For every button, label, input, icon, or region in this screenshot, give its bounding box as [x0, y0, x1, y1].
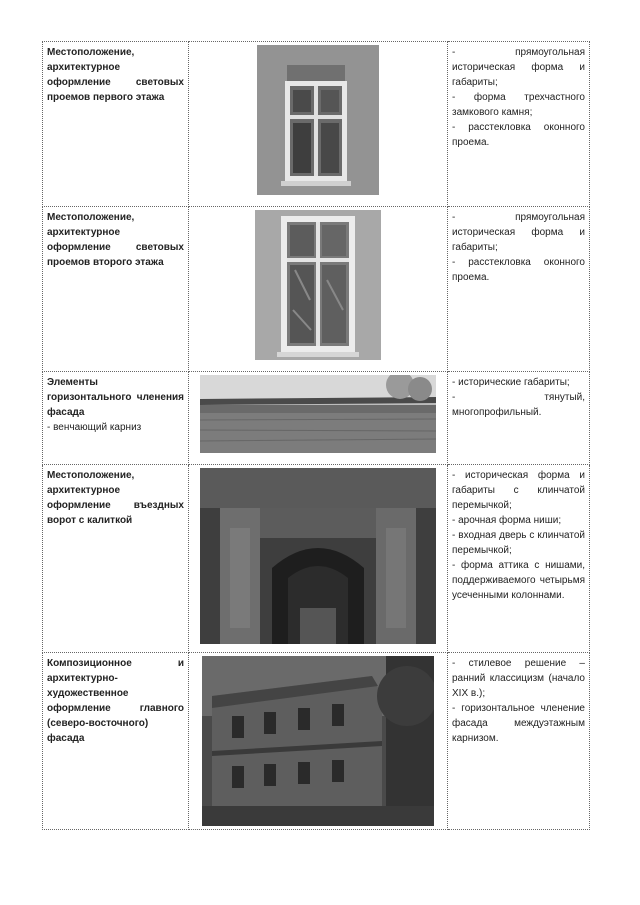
element-description [448, 372, 590, 465]
element-description [448, 207, 590, 372]
element-name-title: Элементы горизонтального членения фасада [47, 377, 184, 418]
photo-cell [189, 465, 448, 653]
heritage-elements-table [42, 41, 590, 830]
description-line: - входная дверь с клинчатой перемычкой; [452, 530, 585, 556]
photo-cell [189, 372, 448, 465]
description-line: - прямоугольная историческая форма и габариты; [452, 212, 585, 253]
description-line: - форма трехчастного замкового камня; [452, 92, 585, 118]
table-row [43, 653, 590, 830]
second-floor-window-photo [255, 210, 381, 360]
description-line: - стилевое решение – ранний классицизм (начало XIX в.); [452, 658, 585, 699]
entrance-gate-photo [200, 468, 436, 644]
description-line: - тянутый, многопрофильный. [452, 392, 585, 418]
description-line: - форма аттика с нишами, поддерживаемого четырьмя усеченными колоннами. [452, 560, 585, 601]
element-name: Местоположение, архитектурное оформление световых проемов второго этажа [43, 207, 189, 372]
element-description [448, 42, 590, 207]
description-line: - прямоугольная историческая форма и габариты; [452, 47, 585, 88]
description-line: - расстекловка оконного проема. [452, 257, 585, 283]
crowning-cornice-photo [200, 375, 436, 453]
table-row [43, 465, 590, 653]
element-name: Местоположение, архитектурное оформление световых проемов первого этажа [43, 42, 189, 207]
description-line: - арочная форма ниши; [452, 515, 562, 526]
table-row [43, 207, 590, 372]
description-line: - исторические габариты; [452, 377, 570, 388]
first-floor-window-photo [257, 45, 379, 195]
description-line: - расстекловка оконного проема. [452, 122, 585, 148]
main-facade-photo [202, 656, 434, 826]
table-row [43, 372, 590, 465]
photo-cell [189, 653, 448, 830]
photo-cell [189, 42, 448, 207]
element-description [448, 653, 590, 830]
description-line: - историческая форма и габариты с клинчатой перемычкой; [452, 470, 585, 511]
element-description [448, 465, 590, 653]
table-row [43, 42, 590, 207]
photo-cell [189, 207, 448, 372]
element-name [43, 372, 189, 465]
element-name-subtitle: - венчающий карниз [47, 422, 142, 433]
description-line: - горизонтальное членение фасада междуэтажным карнизом. [452, 703, 585, 744]
element-name: Композиционное и архитектурно-художественное оформление главного (северо-восточного) фасада [43, 653, 189, 830]
element-name: Местоположение, архитектурное оформление въездных ворот с калиткой [43, 465, 189, 653]
